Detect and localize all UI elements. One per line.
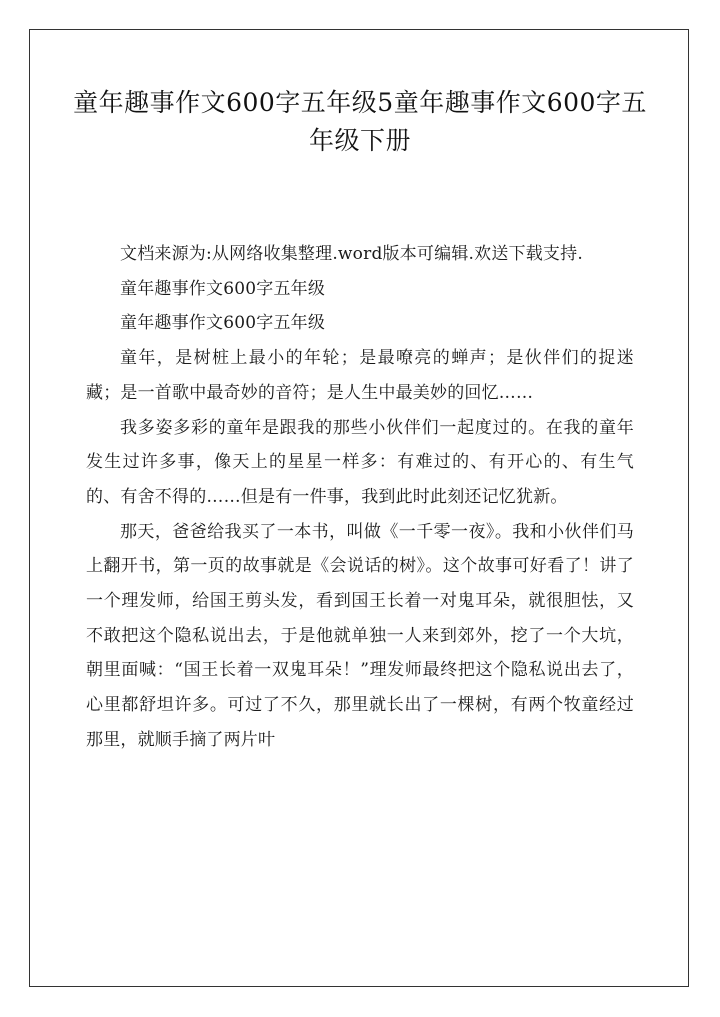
paragraph-story: 那天，爸爸给我买了一本书，叫做《一千零一夜》。我和小伙伴们马上翻开书，第一页的故事就是《会说话的树》。这个故事可好看了！讲了一个理发师，给国王剪头发，看到国王长着一对鬼耳朵，就很胆怯，又不敢把这个隐私说出去，于是他就单独一人来到郊外，挖了一个大坑，朝里面喊：“国王长着一双鬼耳朵！”理发师最终把这个隐私说出去了，心里都舒坦许多。可过了不久，那里就长出了一棵树，有两个牧童经过那里，就顺手摘了两片叶 bbox=[86, 521, 634, 750]
paragraph-childhood-intro: 童年，是树桩上最小的年轮；是最嘹亮的蝉声；是伙伴们的捉迷藏；是一首歌中最奇妙的音符；是人生中最美妙的回忆…… bbox=[86, 348, 634, 403]
document-body bbox=[86, 237, 634, 758]
paragraph-source-note: 文档来源为:从网络收集整理.word版本可编辑.欢送下载支持. bbox=[120, 244, 583, 264]
paragraph-subtitle-2: 童年趣事作文600字五年级 bbox=[120, 313, 326, 334]
paragraph-colorful-childhood: 我多姿多彩的童年是跟我的那些小伙伴们一起度过的。在我的童年发生过许多事，像天上的星星一样多：有难过的、有开心的、有生气的、有舍不得的……但是有一件事，我到此时此刻还记忆犹新。 bbox=[86, 417, 634, 507]
document-title: 童年趣事作文600字五年级5童年趣事作文600字五年级下册 bbox=[73, 88, 647, 155]
paragraph-subtitle-1: 童年趣事作文600字五年级 bbox=[120, 278, 326, 299]
